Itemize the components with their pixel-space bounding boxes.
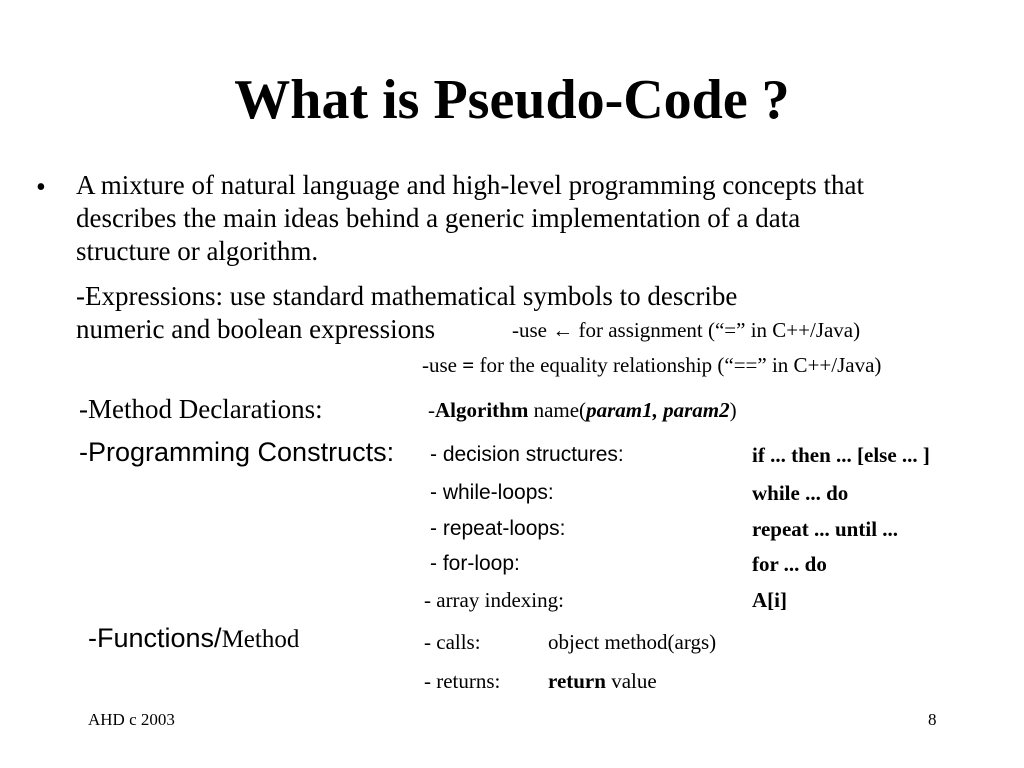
bullet-icon: •: [36, 172, 46, 203]
expressions-line-1: -Expressions: use standard mathematical symbols to describe: [76, 281, 738, 311]
method-dash: -: [428, 398, 435, 422]
construct-code: repeat ... until ...: [752, 517, 899, 541]
construct-desc: - repeat-loops:: [430, 517, 566, 540]
calls-value: object method(args): [548, 630, 717, 654]
construct-desc: - decision structures:: [430, 443, 624, 466]
construct-code: if ... then ... [else ... ]: [752, 443, 930, 467]
functions-label: [88, 623, 299, 654]
slide-title: What is Pseudo-Code ?: [234, 69, 790, 131]
equality-note: [422, 353, 881, 378]
method-name: name(: [528, 398, 587, 422]
intro-line-1: A mixture of natural language and high-level programming concepts that: [76, 170, 865, 200]
equality-symbol: =: [462, 353, 475, 377]
param2: param2: [663, 398, 730, 422]
functions-label-method: Method: [221, 626, 300, 653]
assignment-prefix: -use: [512, 318, 553, 342]
method-close: ): [729, 398, 737, 422]
construct-desc: - while-loops:: [430, 481, 554, 504]
param1: param1,: [586, 398, 664, 422]
equality-suffix: for the equality relationship (“==” in C++/Java): [474, 353, 882, 377]
method-declarations-label: -Method Declarations:: [79, 394, 323, 424]
assignment-note: [512, 318, 860, 343]
construct-desc: - array indexing:: [424, 588, 564, 612]
functions-label-main: -Functions/: [88, 623, 222, 653]
algorithm-keyword: Algorithm: [435, 398, 529, 422]
intro-line-3: structure or algorithm.: [76, 236, 319, 266]
construct-code: A[i]: [752, 588, 787, 612]
programming-constructs-label: -Programming Constructs:: [79, 437, 395, 467]
method-declaration-syntax: [428, 398, 737, 423]
assignment-suffix: for assignment (“=” in C++/Java): [573, 318, 861, 342]
returns-syntax: [548, 669, 657, 694]
return-value: value: [605, 669, 657, 693]
return-keyword: return: [548, 669, 606, 693]
intro-line-2: describes the main ideas behind a generic implementation of a data: [76, 203, 801, 233]
construct-desc: - for-loop:: [430, 552, 520, 575]
expressions-line-2: numeric and boolean expressions: [76, 314, 436, 344]
page-number: 8: [928, 710, 937, 729]
construct-code: while ... do: [752, 481, 849, 505]
construct-code: for ... do: [752, 552, 827, 576]
equality-prefix: -use: [422, 353, 463, 377]
left-arrow-icon: ←: [552, 318, 574, 342]
calls-label: - calls:: [424, 630, 481, 654]
footer-left: AHD c 2003: [88, 710, 175, 729]
returns-label: - returns:: [424, 669, 501, 693]
